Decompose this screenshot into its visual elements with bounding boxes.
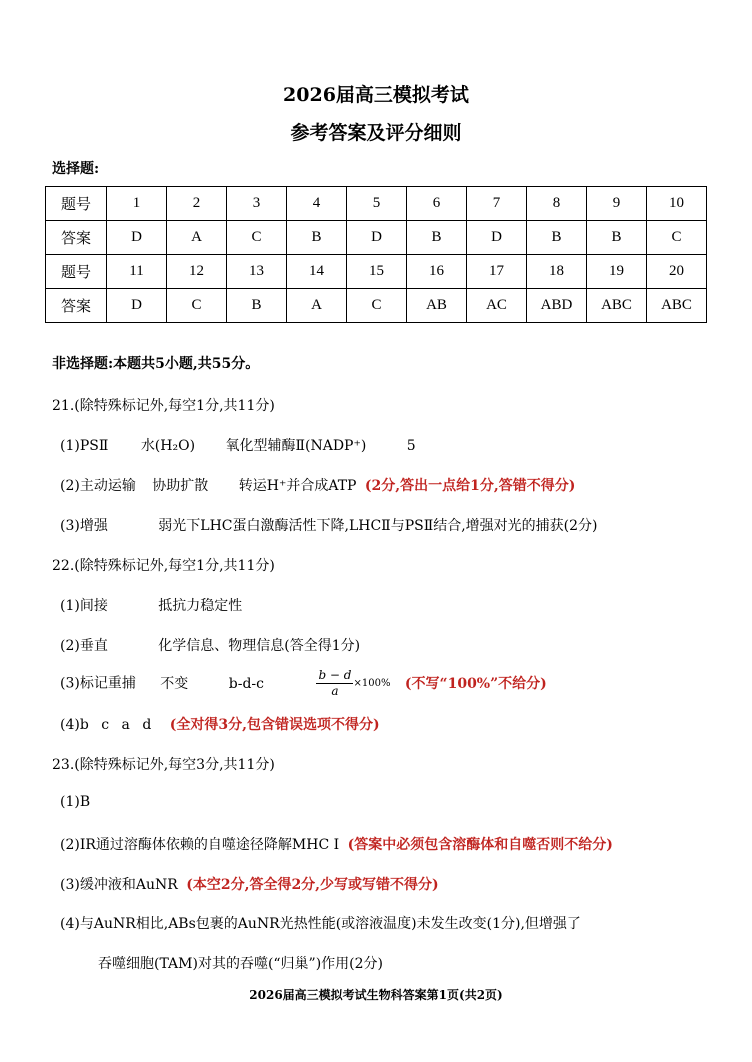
q22-line-2 (60, 635, 360, 655)
q22-line-3 (60, 668, 547, 699)
q22-1-num: (1)间接 (60, 598, 108, 614)
answer-table (45, 186, 707, 323)
answer-table-row (46, 187, 707, 221)
answer-table-cell: ABC (587, 289, 647, 323)
answer-table-cell: 9 (587, 187, 647, 221)
page-title: 2026届高三模拟考试 (283, 84, 469, 106)
q23-line-1 (60, 794, 90, 810)
answer-table-cell: 14 (287, 255, 347, 289)
answer-table-cell: C (347, 289, 407, 323)
answer-table-row (46, 255, 707, 289)
q21-line-2 (60, 475, 575, 495)
fraction-multiplier: ×100% (353, 678, 391, 689)
q23-line-3 (60, 874, 439, 894)
q21-3-a: 弱光下LHC蛋白激酶活性下降,LHCⅡ与PSⅡ结合,增强对光的捕获(2分) (158, 518, 598, 534)
q23-heading: 23.(除特殊标记外,每空3分,共11分) (52, 757, 275, 773)
answer-table-cell: ABD (527, 289, 587, 323)
q22-3-num: (3)标记重捕 (60, 675, 136, 692)
q22-1-a: 抵抗力稳定性 (158, 598, 243, 614)
answer-table-cell: D (107, 221, 167, 255)
answer-table-row-label: 答案 (46, 289, 107, 323)
answer-table-cell: B (227, 289, 287, 323)
answer-table-cell: 2 (167, 187, 227, 221)
answer-table-cell: 18 (527, 255, 587, 289)
answer-table-row (46, 289, 707, 323)
q22-3-b: b-d-c (228, 675, 264, 692)
q23-1-num: (1)B (60, 794, 91, 810)
q21-3-num: (3)增强 (60, 518, 108, 534)
answer-table-cell: B (587, 221, 647, 255)
q23-line-4 (60, 913, 581, 933)
q23-3-num: (3)缓冲液和AuNR (60, 877, 178, 893)
answer-table-cell: D (347, 221, 407, 255)
answer-table-cell: 12 (167, 255, 227, 289)
answer-table-cell: 16 (407, 255, 467, 289)
answer-table-cell: 3 (227, 187, 287, 221)
q22-line-1 (60, 595, 242, 615)
q22-2-a: 化学信息、物理信息(答全得1分) (158, 638, 361, 654)
page-subtitle: 参考答案及评分细则 (290, 122, 462, 144)
nonmc-heading: 非选择题:本题共5小题,共55分。 (52, 356, 260, 372)
q22-4-num: (4)b c a d (60, 717, 152, 733)
answer-table-row (46, 221, 707, 255)
answer-table-cell: 13 (227, 255, 287, 289)
answer-table-cell: AC (467, 289, 527, 323)
q21-heading: 21.(除特殊标记外,每空1分,共11分) (52, 398, 275, 414)
q22-3-fraction (316, 668, 353, 699)
answer-table-cell: C (167, 289, 227, 323)
answer-table-cell: B (527, 221, 587, 255)
q23-line-2 (60, 834, 613, 854)
answer-table-cell: 7 (467, 187, 527, 221)
q21-1-num: (1)PSⅡ (60, 438, 109, 454)
answer-table-cell: 5 (347, 187, 407, 221)
answer-table-cell: 10 (647, 187, 707, 221)
answer-table-cell: 6 (407, 187, 467, 221)
answer-table-cell: A (167, 221, 227, 255)
answer-table-cell: ABC (647, 289, 707, 323)
answer-table-cell: C (647, 221, 707, 255)
answer-table-cell: 17 (467, 255, 527, 289)
answer-table-cell: 1 (107, 187, 167, 221)
answer-table-cell: B (287, 221, 347, 255)
fraction-denominator: a (331, 684, 339, 698)
q21-line-3 (60, 515, 598, 535)
q21-2-a: 协助扩散 (152, 478, 209, 494)
q22-2-num: (2)垂直 (60, 638, 108, 654)
answer-table-cell: 15 (347, 255, 407, 289)
page-footer: 2026届高三模拟考试生物科答案第1页(共2页) (249, 988, 503, 1002)
q21-2-num: (2)主动运输 (60, 478, 136, 494)
answer-table-cell: A (287, 289, 347, 323)
q21-1-c: 5 (406, 438, 416, 454)
q21-line-1 (60, 435, 416, 455)
answer-table-cell: D (467, 221, 527, 255)
q23-2-num: (2)IR通过溶酶体依赖的自噬途径降解MHC I (60, 837, 340, 853)
answer-table-cell: 11 (107, 255, 167, 289)
answer-table-row-label: 题号 (46, 255, 107, 289)
q21-1-a: 水(H₂O) (140, 438, 196, 454)
q23-2-note: (答案中必须包含溶酶体和自噬否则不给分) (347, 837, 613, 853)
q22-3-note: (不写“100%”不给分) (404, 675, 547, 692)
q21-2-b: 转运H⁺并合成ATP (238, 478, 357, 494)
q23-line-4-cont: 吞噬细胞(TAM)对其的吞噬(“归巢”)作用(2分) (98, 956, 384, 972)
answer-table-row-label: 答案 (46, 221, 107, 255)
answer-table-cell: 4 (287, 187, 347, 221)
q22-3-a: 不变 (160, 675, 189, 692)
answer-table-cell: 20 (647, 255, 707, 289)
mc-heading: 选择题: (52, 161, 100, 177)
answer-table-cell: C (227, 221, 287, 255)
answer-table-cell: 8 (527, 187, 587, 221)
q21-2-note: (2分,答出一点给1分,答错不得分) (364, 478, 576, 494)
q22-heading: 22.(除特殊标记外,每空1分,共11分) (52, 558, 275, 574)
q22-4-note: (全对得3分,包含错误选项不得分) (169, 717, 380, 733)
q23-4-num: (4)与AuNR相比,ABs包裹的AuNR光热性能(或溶液温度)未发生改变(1分),但增强了 (60, 916, 581, 932)
answer-table-cell: D (107, 289, 167, 323)
answer-table-cell: AB (407, 289, 467, 323)
answer-table-cell: B (407, 221, 467, 255)
q22-line-4 (60, 714, 380, 734)
q23-3-note: (本空2分,答全得2分,少写或写错不得分) (186, 877, 439, 893)
q21-1-b: 氧化型辅酶Ⅱ(NADP⁺) (225, 438, 367, 454)
fraction-numerator: b − d (318, 668, 352, 682)
answer-table-row-label: 题号 (46, 187, 107, 221)
answer-table-cell: 19 (587, 255, 647, 289)
